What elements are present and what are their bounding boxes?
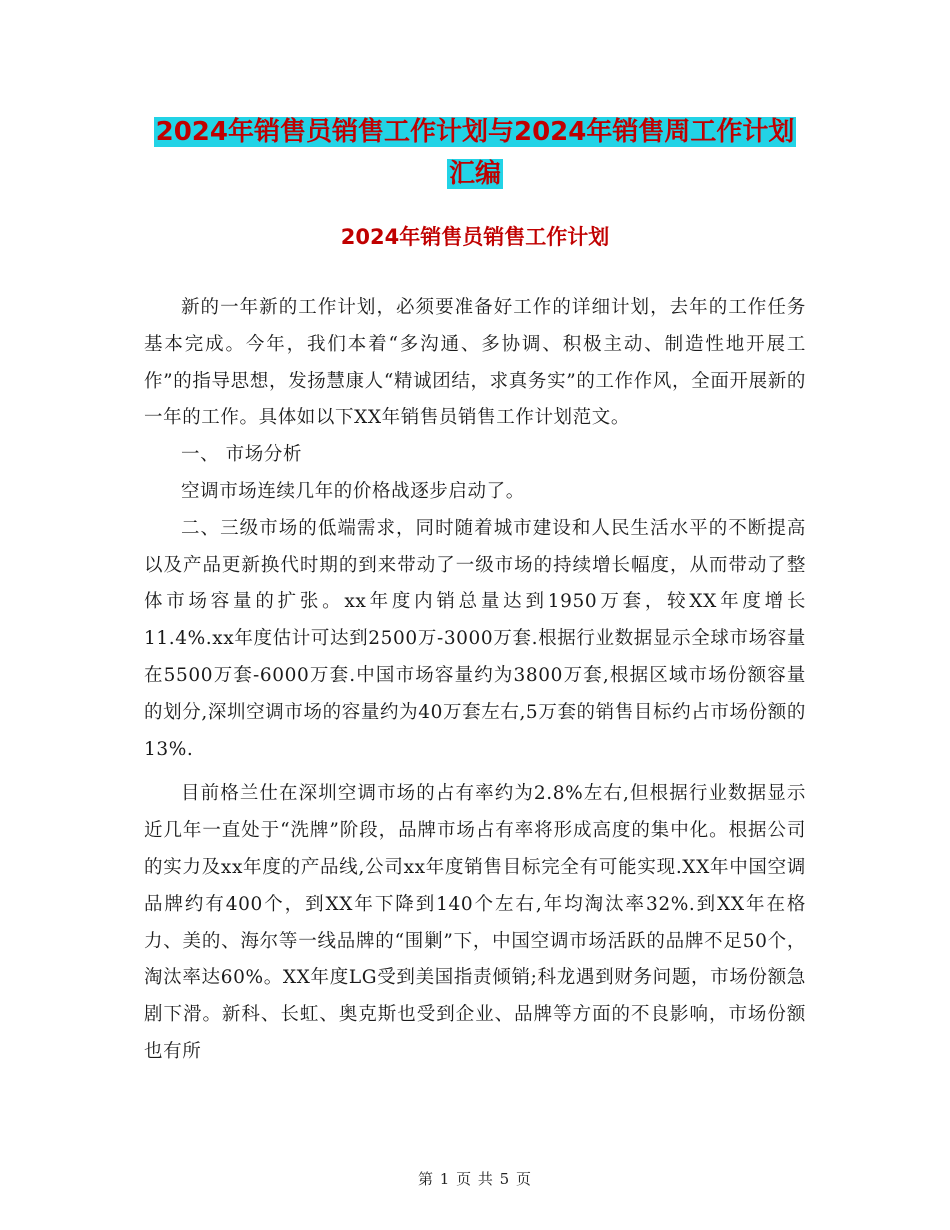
paragraph-market-demand: 二、三级市场的低端需求，同时随着城市建设和人民生活水平的不断提高以及产品更新换代时期的到来带动了一级市场的持续增长幅度，从而带动了整体市场容量的扩张。xx年度内销总量达到1950万套，较XX年度增长11.4%.xx年度估计可达到2500万-3000万套.根据行业数据显示全球市场容量在5500万套-6000万套.中国市场容量约为3800万套,根据区域市场份额容量的划分,深圳空调市场的容量约为40万套左右,5万套的销售目标约占市场份额的13%. (144, 517, 806, 760)
document-title-highlight-1: 2024年销售员销售工作计划与2024年销售周工作计划 (155, 117, 795, 147)
document-title-line-1 (0, 112, 950, 152)
paragraph-intro: 新的一年新的工作计划，必须要准备好工作的详细计划，去年的工作任务基本完成。今年，我们本着“多沟通、多协调、积极主动、制造性地开展工作”的指导思想，发扬慧康人“精诚团结，求真务实”的工作作风，全面开展新的一年的工作。具体如以下XX年销售员销售工作计划范文。 (144, 297, 806, 429)
page-footer: 第 1 页 共 5 页 (418, 1170, 532, 1188)
document-body (144, 290, 806, 1071)
section-title: 2024年销售员销售工作计划 (340, 225, 610, 249)
document-title-line-2 (0, 154, 950, 194)
paragraph-heading-market-analysis: 一、 市场分析 (181, 444, 303, 466)
paragraph-price-war: 空调市场连续几年的价格战逐步启动了。 (181, 480, 525, 502)
document-title-highlight-2: 汇编 (448, 159, 501, 189)
paragraph-market-share: 目前格兰仕在深圳空调市场的占有率约为2.8%左右,但根据行业数据显示近几年一直处于“洗牌”阶段，品牌市场占有率将形成高度的集中化。根据公司的实力及xx年度的产品线,公司xx年度销售目标完全有可能实现.XX年中国空调品牌约有400个，到XX年下降到140个左右,年均淘汰率32%.到XX年在格力、美的、海尔等一线品牌的“围剿”下，中国空调市场活跃的品牌不足50个，淘汰率达60%。XX年度LG受到美国指责倾销;科龙遇到财务问题，市场份额急剧下滑。新科、长虹、奥克斯也受到企业、品牌等方面的不良影响，市场份额也有所 (144, 783, 806, 1062)
